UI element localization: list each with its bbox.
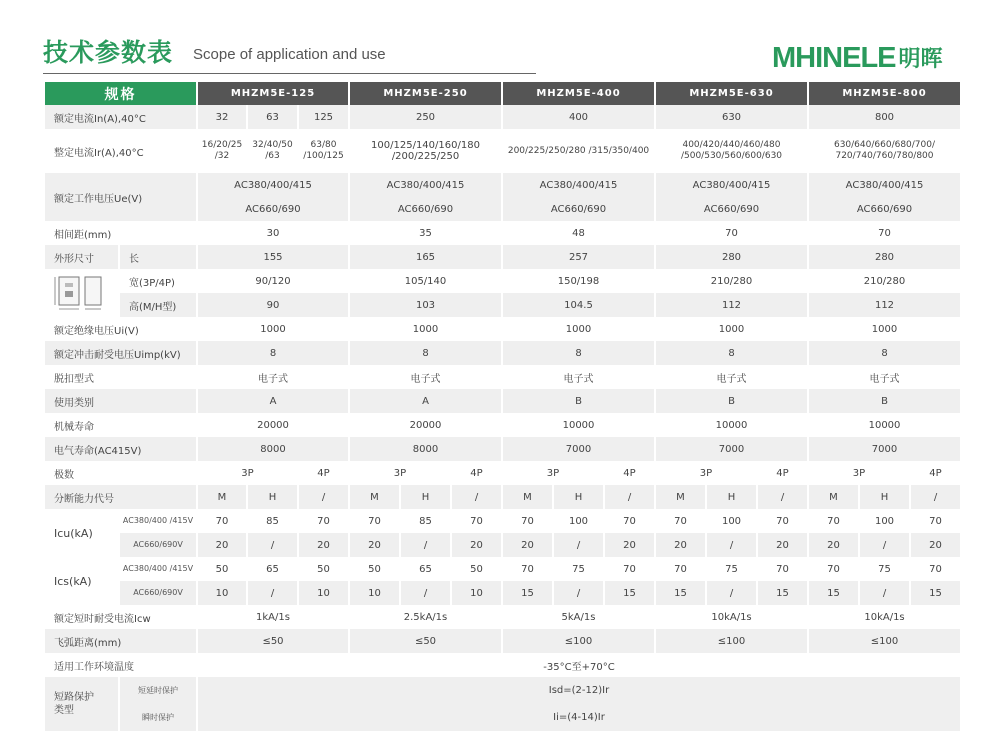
table-cell: 7000 (656, 437, 807, 461)
table-cell: / (860, 533, 909, 557)
table-cell: 20 (605, 533, 654, 557)
table-cell: 4P (605, 461, 654, 485)
logo-text-zh: 明晖 (898, 47, 943, 72)
table-cell: / (299, 485, 348, 509)
table-cell: 7000 (809, 437, 960, 461)
table-cell: 电子式 (503, 365, 654, 389)
table-cell: -35°C至+70°C (198, 653, 960, 677)
table-cell: / (248, 581, 297, 605)
table-cell: 50 (350, 557, 399, 581)
spec-table (43, 82, 962, 731)
protection-label: 瞬时保护 (120, 704, 196, 731)
voltage-label: AC660/690V (120, 581, 196, 605)
table-cell: 112 (809, 293, 960, 317)
table-cell: 20 (758, 533, 807, 557)
row-label: Icu(kA) (45, 509, 118, 557)
table-cell: 3P (503, 461, 603, 485)
table-cell: 630 (656, 105, 807, 129)
table-row (45, 317, 960, 341)
table-row (45, 653, 960, 677)
row-label: 相间距(mm) (45, 221, 196, 245)
table-cell: 65 (401, 557, 450, 581)
table-cell: 400 (503, 105, 654, 129)
table-cell: 100 (707, 509, 756, 533)
table-cell: ≤100 (809, 629, 960, 653)
table-cell: 8000 (350, 437, 501, 461)
table-row (45, 269, 960, 293)
table-cell: 70 (605, 509, 654, 533)
table-cell: 155 (198, 245, 348, 269)
table-cell: 10 (198, 581, 246, 605)
dimension-diagram (45, 269, 118, 317)
row-label: 短路保护 类型 (45, 677, 118, 731)
table-cell: 100 (860, 509, 909, 533)
table-cell: 112 (656, 293, 807, 317)
table-cell: AC380/400/415 (809, 173, 960, 197)
table-cell: 150/198 (503, 269, 654, 293)
row-label: 使用类别 (45, 389, 196, 413)
table-cell: 70 (198, 509, 246, 533)
table-row (45, 413, 960, 437)
table-cell: 1000 (350, 317, 501, 341)
table-row (45, 245, 960, 269)
table-cell: 103 (350, 293, 501, 317)
row-label: Ics(kA) (45, 557, 118, 605)
table-cell: 20 (198, 533, 246, 557)
table-cell: 1000 (809, 317, 960, 341)
logo-text-en: MHINELE (772, 41, 896, 74)
table-cell: 75 (707, 557, 756, 581)
table-cell: 70 (809, 221, 960, 245)
model-header: MHZM5E-630 (656, 82, 807, 105)
table-cell: 7000 (503, 437, 654, 461)
header-row (45, 82, 960, 105)
table-cell: 75 (554, 557, 603, 581)
table-cell: 50 (452, 557, 501, 581)
table-cell: AC660/690 (809, 197, 960, 221)
table-cell: 8000 (198, 437, 348, 461)
table-cell: / (401, 581, 450, 605)
table-cell: 10 (299, 581, 348, 605)
table-cell: 70 (911, 509, 960, 533)
table-cell: 250 (350, 105, 501, 129)
table-cell: 3P (656, 461, 756, 485)
page-title-zh: 技术参数表 (43, 38, 174, 67)
row-label: 额定工作电压Ue(V) (45, 173, 196, 221)
table-cell: M (198, 485, 246, 509)
table-cell: 257 (503, 245, 654, 269)
page-title-en: Scope of application and use (193, 46, 386, 63)
table-cell: 70 (911, 557, 960, 581)
table-cell: ≤100 (503, 629, 654, 653)
model-header: MHZM5E-800 (809, 82, 960, 105)
table-cell: / (452, 485, 501, 509)
table-cell: Ii=(4-14)Ir (198, 704, 960, 731)
table-cell: 100 (554, 509, 603, 533)
table-row (45, 173, 960, 197)
table-cell: 125 (299, 105, 348, 129)
table-cell: 20 (656, 533, 705, 557)
table-cell: 70 (809, 509, 858, 533)
table-cell: / (554, 533, 603, 557)
table-cell: 1000 (656, 317, 807, 341)
table-cell: 16/20/25 /32 (198, 129, 246, 173)
table-cell: 电子式 (350, 365, 501, 389)
table-cell: 8 (503, 341, 654, 365)
table-row (45, 461, 960, 485)
table-cell: 48 (503, 221, 654, 245)
table-cell: 85 (401, 509, 450, 533)
table-cell: 210/280 (656, 269, 807, 293)
table-cell: 15 (656, 581, 705, 605)
voltage-label: AC660/690V (120, 533, 196, 557)
table-cell: 电子式 (198, 365, 348, 389)
table-cell: 1000 (503, 317, 654, 341)
table-cell: 3P (350, 461, 450, 485)
table-cell: H (401, 485, 450, 509)
table-cell: 20 (452, 533, 501, 557)
table-cell: H (554, 485, 603, 509)
table-cell: 15 (605, 581, 654, 605)
table-row (45, 629, 960, 653)
table-cell: AC380/400/415 (198, 173, 348, 197)
table-cell: 10kA/1s (656, 605, 807, 629)
table-cell: 20000 (350, 413, 501, 437)
table-row (45, 437, 960, 461)
table-cell: 3P (809, 461, 909, 485)
row-label: 额定短时耐受电流Icw (45, 605, 196, 629)
table-cell: 8 (656, 341, 807, 365)
table-cell: 70 (656, 509, 705, 533)
row-label: 飞弧距离(mm) (45, 629, 196, 653)
table-cell: B (809, 389, 960, 413)
table-cell: 32/40/50 /63 (248, 129, 297, 173)
table-cell: 8 (809, 341, 960, 365)
table-cell: 5kA/1s (503, 605, 654, 629)
voltage-label: AC380/400 /415V (120, 557, 196, 581)
table-cell: 70 (503, 557, 552, 581)
table-cell: / (554, 581, 603, 605)
table-cell: 15 (911, 581, 960, 605)
model-header: MHZM5E-400 (503, 82, 654, 105)
table-cell: 4P (299, 461, 348, 485)
row-label: 长 (120, 245, 196, 269)
table-cell: 70 (758, 557, 807, 581)
table-cell: 70 (299, 509, 348, 533)
table-cell: B (503, 389, 654, 413)
table-cell: A (350, 389, 501, 413)
spec-header: 规格 (45, 82, 196, 105)
row-label: 额定绝缘电压Ui(V) (45, 317, 196, 341)
table-cell: 4P (911, 461, 960, 485)
table-cell: 65 (248, 557, 297, 581)
table-cell: B (656, 389, 807, 413)
table-cell: 20 (350, 533, 399, 557)
row-label: 电气寿命(AC415V) (45, 437, 196, 461)
table-cell: 20 (809, 533, 858, 557)
table-row (45, 389, 960, 413)
table-cell: 20 (299, 533, 348, 557)
table-cell: ≤100 (656, 629, 807, 653)
table-cell: 2.5kA/1s (350, 605, 501, 629)
table-cell: 1000 (198, 317, 348, 341)
table-cell: M (809, 485, 858, 509)
row-label: 宽(3P/4P) (120, 269, 196, 293)
table-cell: / (860, 581, 909, 605)
table-cell: 4P (758, 461, 807, 485)
table-cell: 3P (198, 461, 297, 485)
table-cell: ≤50 (350, 629, 501, 653)
table-cell: 10 (350, 581, 399, 605)
row-label: 极数 (45, 461, 196, 485)
table-cell: 32 (198, 105, 246, 129)
brand-logo (772, 42, 943, 73)
table-cell: 280 (656, 245, 807, 269)
table-cell: 35 (350, 221, 501, 245)
table-cell: 20 (911, 533, 960, 557)
row-label: 适用工作环境温度 (45, 653, 196, 677)
table-cell: 8 (198, 341, 348, 365)
table-cell: 4P (452, 461, 501, 485)
row-label: 高(M/H型) (120, 293, 196, 317)
table-cell: 100/125/140/160/180 /200/225/250 (350, 129, 501, 173)
table-cell: 10000 (809, 413, 960, 437)
table-cell: AC660/690 (198, 197, 348, 221)
table-cell: 400/420/440/460/480 /500/530/560/600/630 (656, 129, 807, 173)
table-cell: H (707, 485, 756, 509)
table-row (45, 677, 960, 704)
table-cell: 50 (198, 557, 246, 581)
table-cell: / (707, 533, 756, 557)
table-row (45, 365, 960, 389)
table-cell: 50 (299, 557, 348, 581)
table-cell: 90/120 (198, 269, 348, 293)
row-label: 额定电流In(A),40°C (45, 105, 196, 129)
table-cell: / (911, 485, 960, 509)
table-row (45, 557, 960, 581)
table-row (45, 485, 960, 509)
table-cell: AC660/690 (350, 197, 501, 221)
table-cell: 1kA/1s (198, 605, 348, 629)
table-cell: 70 (809, 557, 858, 581)
table-cell: 104.5 (503, 293, 654, 317)
table-cell: 70 (656, 557, 705, 581)
table-row (45, 221, 960, 245)
row-label: 机械寿命 (45, 413, 196, 437)
table-cell: A (198, 389, 348, 413)
table-row (45, 509, 960, 533)
table-cell: 10kA/1s (809, 605, 960, 629)
table-row (45, 605, 960, 629)
table-cell: 800 (809, 105, 960, 129)
table-cell: 10 (452, 581, 501, 605)
table-cell: M (503, 485, 552, 509)
table-cell: AC660/690 (503, 197, 654, 221)
table-row (45, 293, 960, 317)
table-cell: 70 (656, 221, 807, 245)
table-row (45, 129, 960, 173)
table-row (45, 341, 960, 365)
table-cell: AC660/690 (656, 197, 807, 221)
table-cell: AC380/400/415 (350, 173, 501, 197)
table-cell: 63/80 /100/125 (299, 129, 348, 173)
table-cell: 105/140 (350, 269, 501, 293)
table-cell: 15 (809, 581, 858, 605)
row-label: 脱扣型式 (45, 365, 196, 389)
table-cell: 165 (350, 245, 501, 269)
model-header: MHZM5E-125 (198, 82, 348, 105)
table-cell: 10000 (503, 413, 654, 437)
protection-label: 短延时保护 (120, 677, 196, 704)
table-cell: AC380/400/415 (503, 173, 654, 197)
table-cell: 70 (452, 509, 501, 533)
row-label: 外形尺寸 (45, 245, 118, 269)
table-cell: / (401, 533, 450, 557)
table-row (45, 105, 960, 129)
table-cell: / (758, 485, 807, 509)
table-cell: 75 (860, 557, 909, 581)
table-cell: 280 (809, 245, 960, 269)
table-cell: 70 (605, 557, 654, 581)
table-cell: 30 (198, 221, 348, 245)
row-label: 分断能力代号 (45, 485, 196, 509)
table-cell: 70 (503, 509, 552, 533)
table-cell: / (707, 581, 756, 605)
row-label: 额定冲击耐受电压Uimp(kV) (45, 341, 196, 365)
table-cell: 15 (503, 581, 552, 605)
table-cell: 63 (248, 105, 297, 129)
table-cell: M (656, 485, 705, 509)
table-cell: 15 (758, 581, 807, 605)
table-cell: 90 (198, 293, 348, 317)
table-cell: 20 (503, 533, 552, 557)
table-cell: 20000 (198, 413, 348, 437)
table-row (45, 704, 960, 731)
table-row (45, 533, 960, 557)
table-cell: 电子式 (656, 365, 807, 389)
table-row (45, 581, 960, 605)
title-underline (43, 73, 536, 74)
table-cell: H (248, 485, 297, 509)
table-cell: H (860, 485, 909, 509)
voltage-label: AC380/400 /415V (120, 509, 196, 533)
table-cell: Isd=(2-12)Ir (198, 677, 960, 704)
table-cell: / (248, 533, 297, 557)
table-cell: 70 (350, 509, 399, 533)
model-header: MHZM5E-250 (350, 82, 501, 105)
table-cell: M (350, 485, 399, 509)
table-cell: 85 (248, 509, 297, 533)
table-cell: 200/225/250/280 /315/350/400 (503, 129, 654, 173)
row-label: 整定电流Ir(A),40°C (45, 129, 196, 173)
table-cell: 电子式 (809, 365, 960, 389)
breaker-outline-icon (53, 273, 111, 313)
table-cell: ≤50 (198, 629, 348, 653)
table-cell: 70 (758, 509, 807, 533)
table-cell: 630/640/660/680/700/ 720/740/760/780/800 (809, 129, 960, 173)
table-cell: 210/280 (809, 269, 960, 293)
table-cell: / (605, 485, 654, 509)
table-cell: 8 (350, 341, 501, 365)
table-cell: AC380/400/415 (656, 173, 807, 197)
table-cell: 10000 (656, 413, 807, 437)
